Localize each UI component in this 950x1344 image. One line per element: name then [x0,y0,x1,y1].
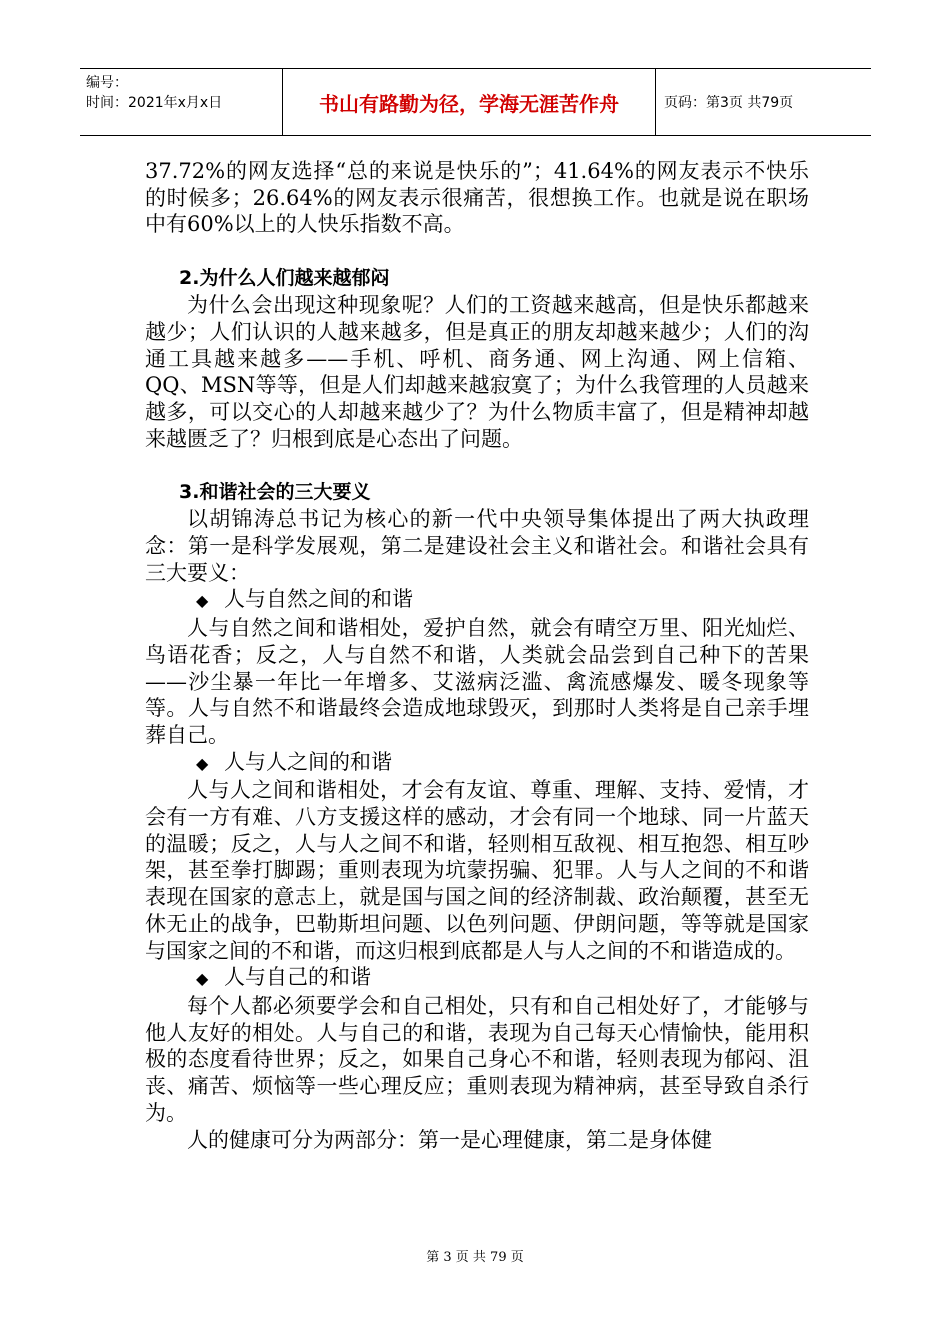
header-number: 编号： [86,75,128,91]
diamond-bullet-icon: ◆ [196,969,209,989]
diamond-bullet-icon: ◆ [196,591,209,611]
section-heading-2: 2.为什么人们越来越郁闷 [179,267,390,290]
bullet-item-2 [145,749,809,778]
paragraph-7: 人的健康可分为两部分：第一是心理健康，第二是身体健 [187,1127,712,1152]
paragraph-5: 人与人之间和谐相处，才会有友谊、尊重、理解、支持、爱情，才会有一方有难、八方支援这样的感动，才会有同一个地球、同一片蓝天的温暖；反之，人与人之间不和谐，轻则相互敌视、相互抱怨、相互吵架，甚至拳打脚踢；重则表现为坑蒙拐骗、犯罪。人与人之间的不和谐表现在国家的意志上，就是国与国之间的经济制裁、政治颠覆，甚至无休无止的战争，巴勒斯坦问题、以色列问题、伊朗问题，等等就是国家与国家之间的不和谐，而这归根到底都是人与人之间的不和谐造成的。 [145,778,809,963]
header-page-info: 页码：第3页 共79页 [664,95,794,111]
diamond-bullet-icon: ◆ [196,753,209,773]
bullet-item-3 [145,964,809,993]
bullet-text: 人与人之间的和谐 [224,749,392,774]
document-body [145,158,809,1153]
section-heading-3: 3.和谐社会的三大要义 [179,481,371,504]
header-meta [80,69,283,135]
bullet-text: 人与自己的和谐 [224,965,371,990]
bullet-text: 人与自然之间的和谐 [224,587,413,612]
bullet-item-1 [145,586,809,615]
paragraph-4: 人与自然之间和谐相处，爱护自然，就会有晴空万里、阳光灿烂、鸟语花香；反之，人与自然不和谐，人类就会品尝到自己种下的苦果——沙尘暴一年比一年增多、艾滋病泛滥、禽流感爆发、暖冬现象等等。人与自然不和谐最终会造成地球毁灭，到那时人类将是自己亲手埋葬自己。 [145,616,809,747]
paragraph-6: 每个人都必须要学会和自己相处，只有和自己相处好了，才能够与他人友好的相处。人与自己的和谐，表现为自己每天心情愉快，能用积极的态度看待世界；反之，如果自己身心不和谐，轻则表现为郁闷、沮丧、痛苦、烦恼等一些心理反应；重则表现为精神病，甚至导致自杀行为。 [145,993,809,1125]
page-header [80,68,871,136]
page-footer: 第 3 页 共 79 页 [426,1250,524,1265]
paragraph-3: 以胡锦涛总书记为核心的新一代中央领导集体提出了两大执政理念：第一是科学发展观，第二是建设社会主义和谐社会。和谐社会具有三大要义： [145,507,809,585]
paragraph-2: 为什么会出现这种现象呢？人们的工资越来越高，但是快乐都越来越少；人们认识的人越来越多，但是真正的朋友却越来越少；人们的沟通工具越来越多——手机、呼机、商务通、网上沟通、网上信箱、QQ、MSN等等，但是人们却越来越寂寞了；为什么我管理的人员越来越多，可以交心的人却越来越少了？为什么物质丰富了，但是精神却越来越匮乏了？归根到底是心态出了问题。 [145,293,809,451]
paragraph-1: 37.72%的网友选择“总的来说是快乐的”；41.64%的网友表示不快乐的时候多；26.64%的网友表示很痛苦，很想换工作。也就是说在职场中有60%以上的人快乐指数不高。 [145,159,809,237]
header-motto: 书山有路勤为径，学海无涯苦作舟 [283,69,656,135]
header-date: 时间：2021年x月x日 [86,95,223,111]
